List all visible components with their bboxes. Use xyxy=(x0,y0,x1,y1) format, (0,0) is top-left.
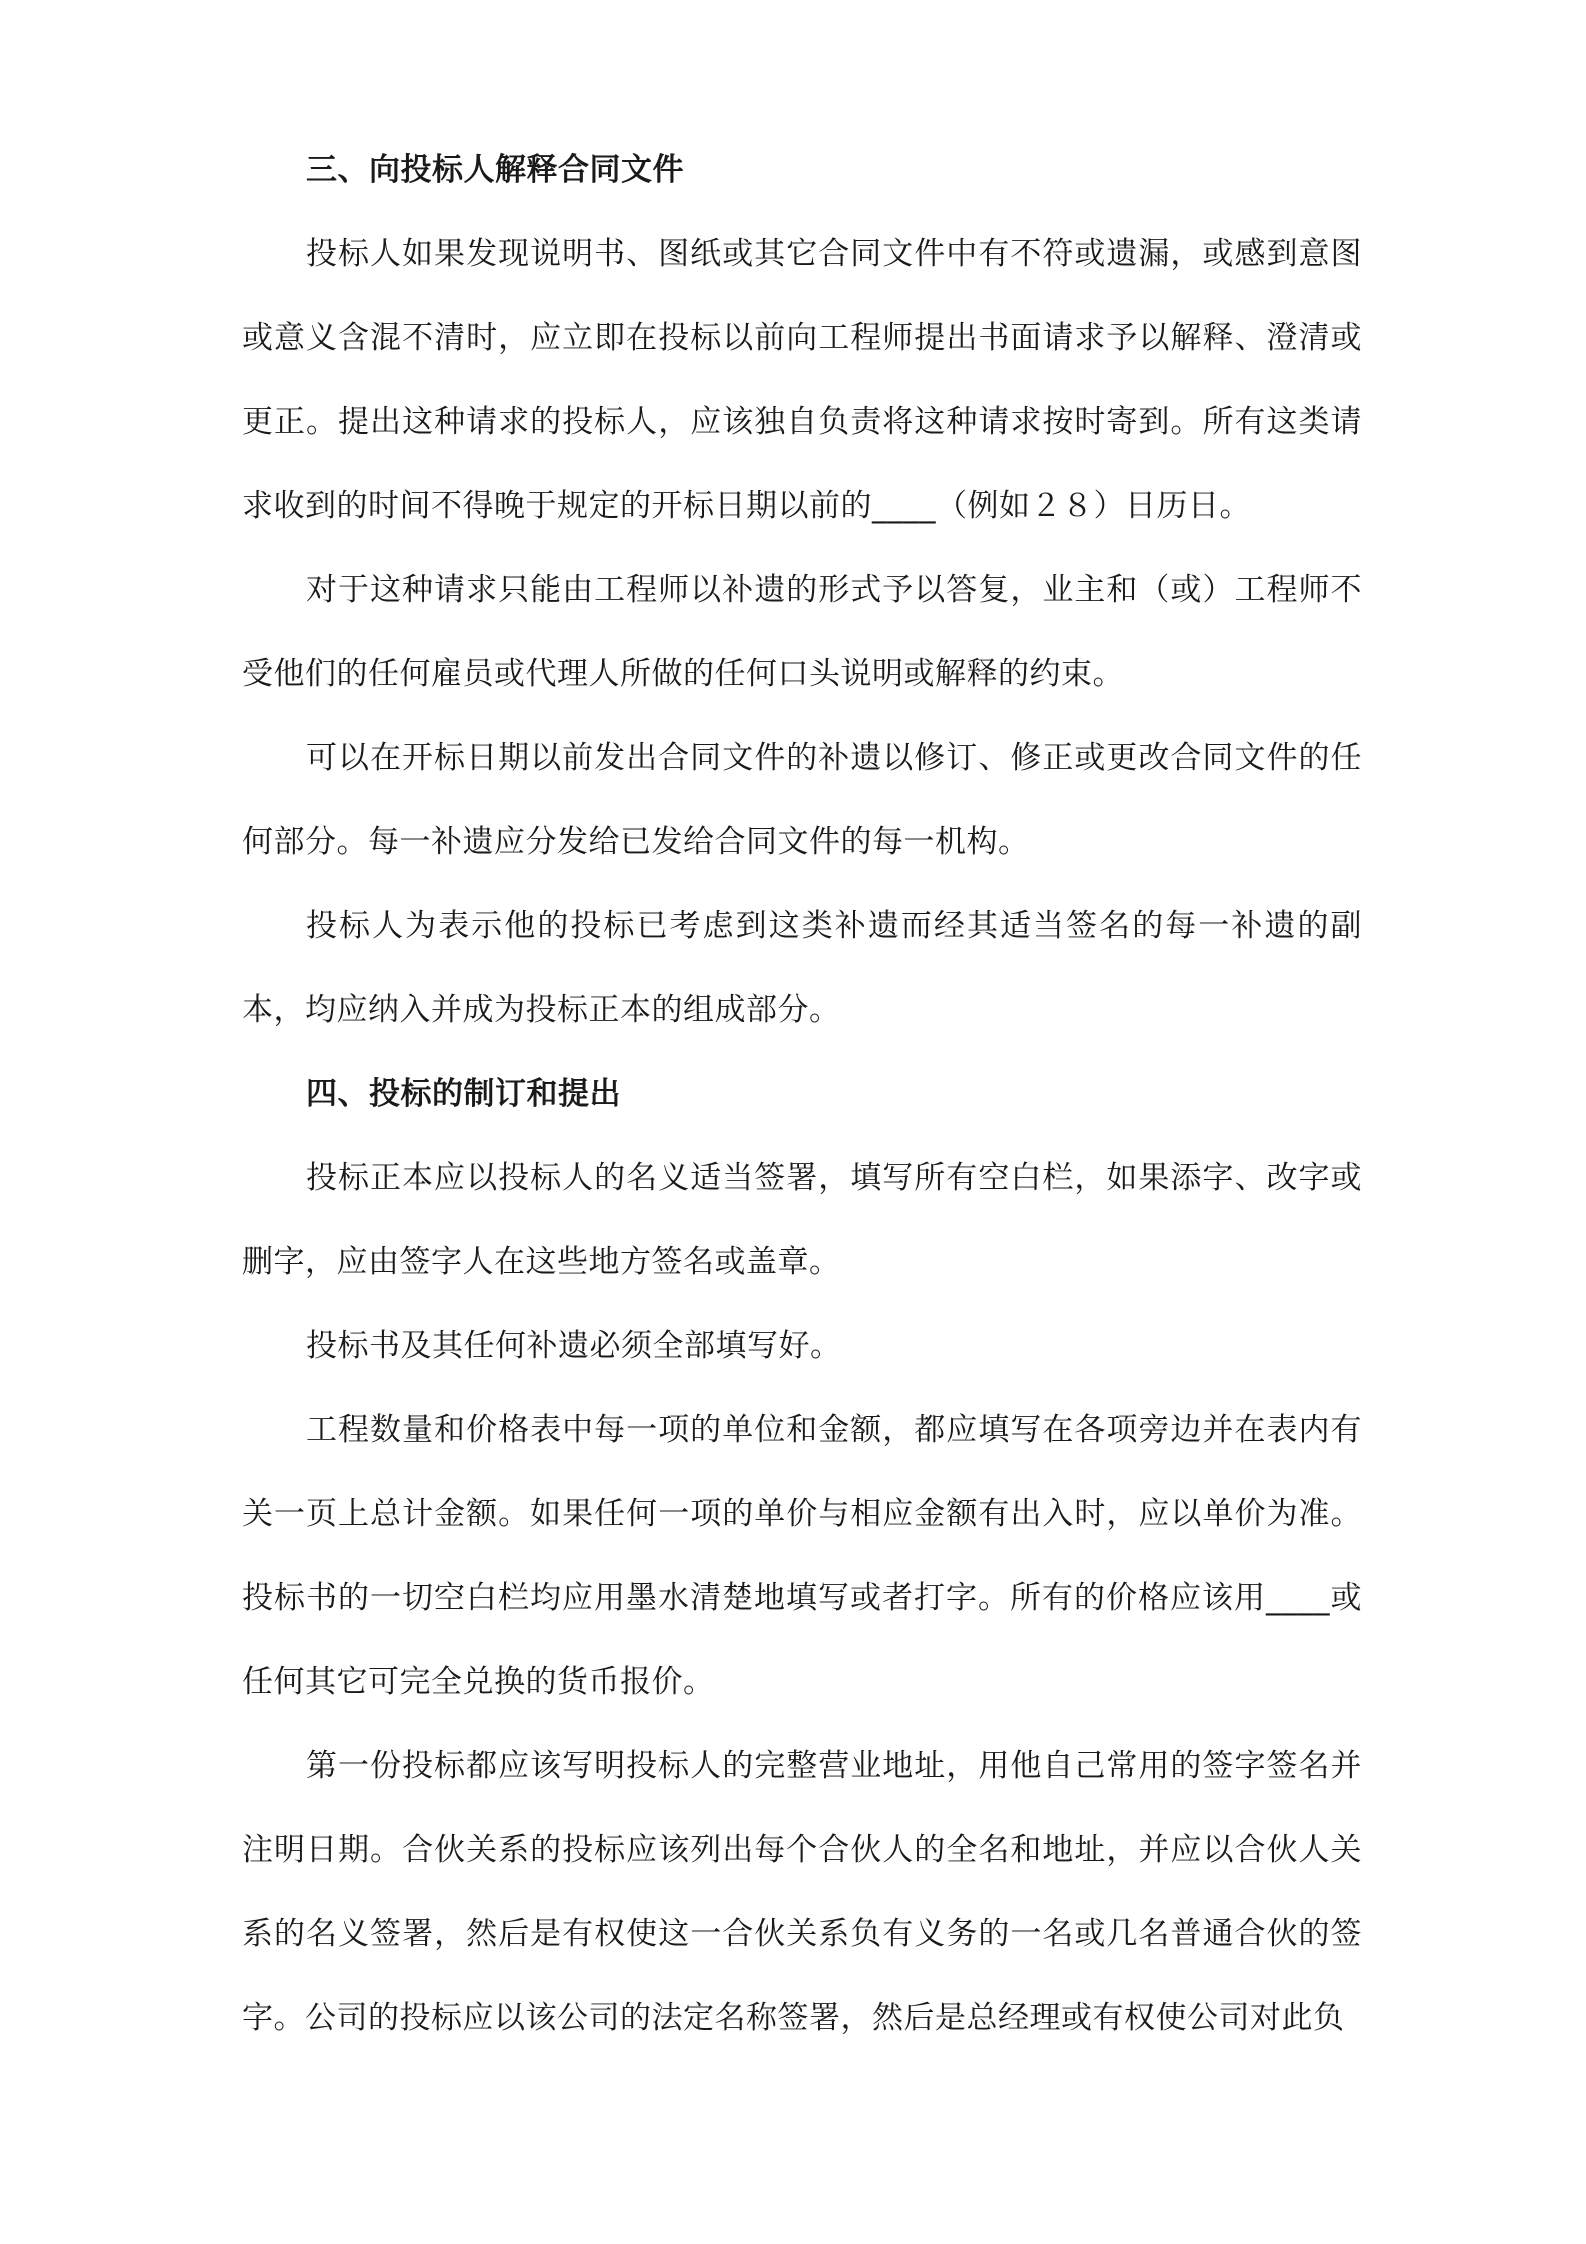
section-heading-3: 三、向投标人解释合同文件 xyxy=(306,152,684,188)
section-heading-4: 四、投标的制订和提出 xyxy=(306,1076,621,1112)
paragraph: 投标正本应以投标人的名义适当签署，填写所有空白栏，如果添字、改字或删字，应由签字人在这些地方签名或盖章。 xyxy=(242,1160,1362,1280)
paragraph: 投标人为表示他的投标已考虑到这类补遗而经其适当签名的每一补遗的副本，均应纳入并成为投标正本的组成部分。 xyxy=(242,908,1362,1028)
paragraph: 投标书及其任何补遗必须全部填写好。 xyxy=(306,1328,842,1364)
paragraph: 工程数量和价格表中每一项的单位和金额，都应填写在各项旁边并在表内有关一页上总计金额。如果任何一项的单价与相应金额有出入时，应以单价为准。投标书的一切空白栏均应用墨水清楚地填写或者打字。所有的价格应该用____或任何其它可完全兑换的货币报价。 xyxy=(242,1412,1362,1700)
paragraph: 第一份投标都应该写明投标人的完整营业地址，用他自己常用的签字签名并注明日期。合伙关系的投标应该列出每个合伙人的全名和地址，并应以合伙人关系的名义签署，然后是有权使这一合伙关系负有义务的一名或几名普通合伙的签字。公司的投标应以该公司的法定名称签署，然后是总经理或有权使公司对此负 xyxy=(242,1748,1362,2036)
paragraph: 对于这种请求只能由工程师以补遗的形式予以答复，业主和（或）工程师不受他们的任何雇员或代理人所做的任何口头说明或解释的约束。 xyxy=(242,572,1362,692)
paragraph: 可以在开标日期以前发出合同文件的补遗以修订、修正或更改合同文件的任何部分。每一补遗应分发给已发给合同文件的每一机构。 xyxy=(242,740,1362,860)
document-body xyxy=(242,128,1362,2060)
paragraph: 投标人如果发现说明书、图纸或其它合同文件中有不符或遗漏，或感到意图或意义含混不清时，应立即在投标以前向工程师提出书面请求予以解释、澄清或更正。提出这种请求的投标人，应该独自负责将这种请求按时寄到。所有这类请求收到的时间不得晚于规定的开标日期以前的____（例如２８）日历日。 xyxy=(242,236,1362,524)
